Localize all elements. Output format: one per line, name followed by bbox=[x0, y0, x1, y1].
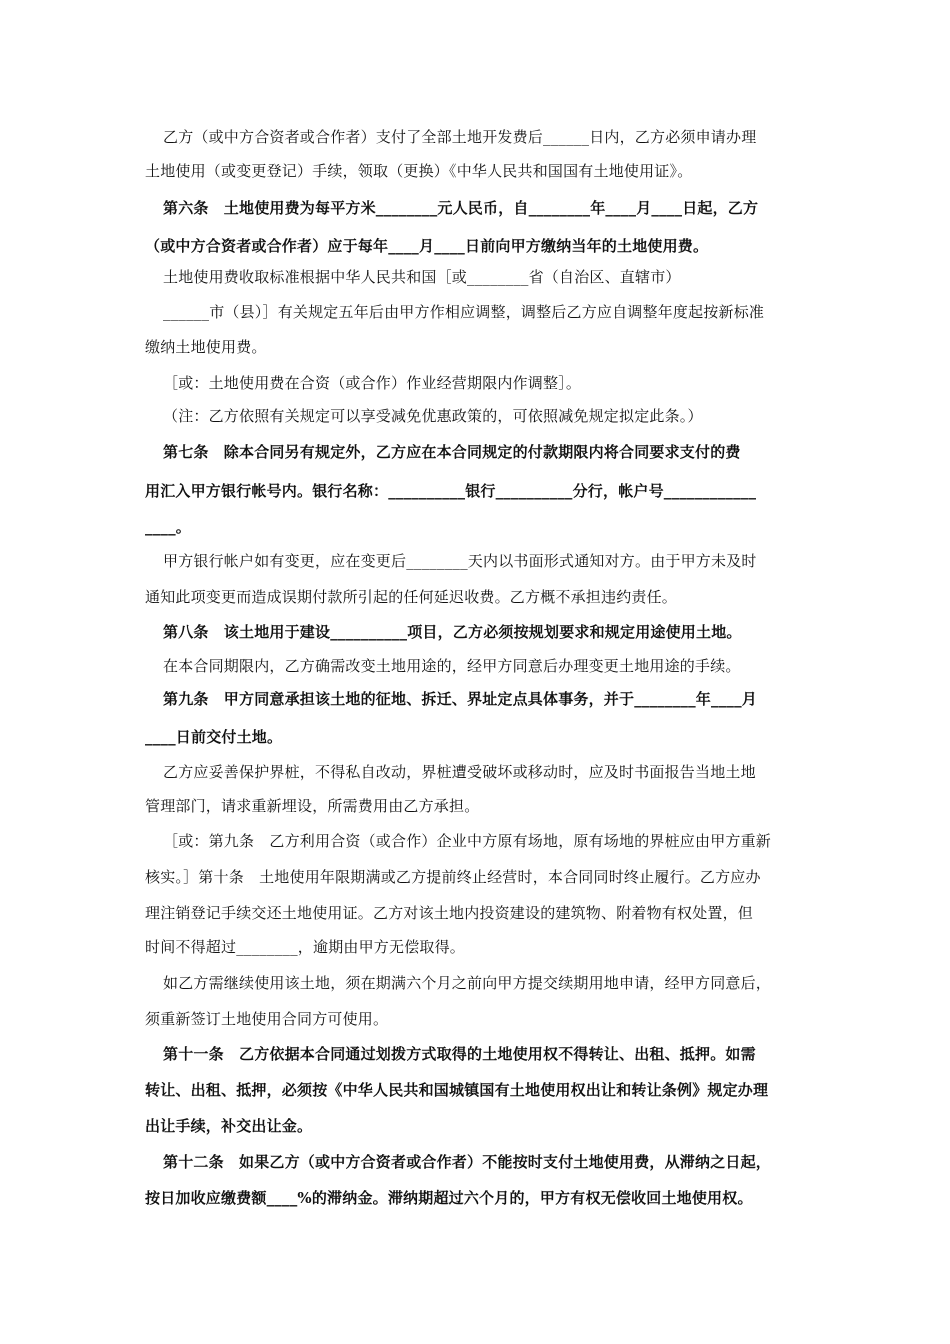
clause-10-renewal-line-2: 须重新签订土地使用合同方可使用。 bbox=[145, 1010, 389, 1028]
clause-10-line-1: 核实。］第十条 土地使用年限期满或乙方提前终止经营时，本合同同时终止履行。乙方应办 bbox=[145, 868, 761, 886]
clause-6-alternative: ［或：土地使用费在合资（或合作）作业经营期限内作调整］。 bbox=[163, 374, 582, 392]
clause-6-heading-line-2: （或中方合资者或合作者）应于每年____月____日前向甲方缴纳当年的土地使用费。 bbox=[145, 237, 709, 255]
clause-7-heading-line-2: 用汇入甲方银行帐号内。银行名称：__________银行__________分行，帐户号____________ bbox=[145, 482, 757, 500]
clause-5-line-1: 乙方（或中方合资者或合作者）支付了全部土地开发费后______日内，乙方必须申请办理 bbox=[163, 128, 757, 146]
clause-9-body-line-1: 乙方应妥善保护界桩，不得私自改动，界桩遭受破坏或移动时，应及时书面报告当地土地 bbox=[163, 763, 756, 781]
clause-12-line-2: 按日加收应缴费额____%的滞纳金。滞纳期超过六个月的，甲方有权无偿收回土地使用权。 bbox=[145, 1189, 753, 1207]
clause-8-body: 在本合同期限内，乙方确需改变土地用途的，经甲方同意后办理变更土地用途的手续。 bbox=[163, 657, 741, 675]
clause-8-heading: 第八条 该土地用于建设__________项目，乙方必须按规划要求和规定用途使用土地。 bbox=[163, 623, 742, 641]
clause-9-heading-line-2: ____日前交付土地。 bbox=[145, 728, 283, 746]
clause-10-renewal-line-1: 如乙方需继续使用该土地，须在期满六个月之前向甲方提交续期用地申请，经甲方同意后， bbox=[163, 974, 772, 992]
clause-6-note: （注：乙方依照有关规定可以享受减免优惠政策的，可依照减免规定拟定此条。） bbox=[163, 407, 703, 425]
clause-11-line-1: 第十一条 乙方依据本合同通过划拨方式取得的土地使用权不得转让、出租、抵押。如需 bbox=[163, 1045, 756, 1063]
clause-6-body-line-2: ______市（县）］有关规定五年后由甲方作相应调整，调整后乙方应自调整年度起按新标准 bbox=[163, 303, 765, 321]
clause-6-heading-line-1: 第六条 土地使用费为每平方米________元人民币，自________年____月____日起，乙方 bbox=[163, 199, 759, 217]
clause-12-line-1: 第十二条 如果乙方（或中方合资者或合作者）不能按时支付土地使用费，从滞纳之日起， bbox=[163, 1153, 772, 1171]
clause-9-body-line-2: 管理部门，请求重新埋设，所需费用由乙方承担。 bbox=[145, 797, 480, 815]
clause-10-line-3: 时间不得超过________，逾期由甲方无偿取得。 bbox=[145, 938, 466, 956]
clause-6-body-line-3: 缴纳土地使用费。 bbox=[145, 338, 267, 356]
clause-11-line-2: 转让、出租、抵押，必须按《中华人民共和国城镇国有土地使用权出让和转让条例》规定办理 bbox=[145, 1081, 769, 1099]
clause-7-body-line-1: 甲方银行帐户如有变更，应在变更后________天内以书面形式通知对方。由于甲方未及时 bbox=[163, 552, 757, 570]
clause-9-heading-line-1: 第九条 甲方同意承担该土地的征地、拆迁、界址定点具体事务，并于________年____月 bbox=[163, 690, 758, 708]
clause-6-body-line-1: 土地使用费收取标准根据中华人民共和国［或________省（自治区、直辖市） bbox=[163, 268, 681, 286]
clause-7-heading-line-1: 第七条 除本合同另有规定外，乙方应在本合同规定的付款期限内将合同要求支付的费 bbox=[163, 443, 741, 461]
clause-10-line-2: 理注销登记手续交还土地使用证。乙方对该土地内投资建设的建筑物、附着物有权处置，但 bbox=[145, 904, 754, 922]
clause-7-heading-line-3: ____。 bbox=[145, 518, 192, 536]
clause-5-line-2: 土地使用（或变更登记）手续，领取（更换）《中华人民共和国国有土地使用证》。 bbox=[145, 162, 693, 180]
clause-9-alternative-line-1: ［或：第九条 乙方利用合资（或合作）企业中方原有场地，原有场地的界桩应由甲方重新 bbox=[163, 832, 772, 850]
clause-11-line-3: 出让手续，补交出让金。 bbox=[145, 1117, 313, 1135]
clause-7-body-line-2: 通知此项变更而造成误期付款所引起的任何延迟收费。乙方概不承担违约责任。 bbox=[145, 588, 678, 606]
